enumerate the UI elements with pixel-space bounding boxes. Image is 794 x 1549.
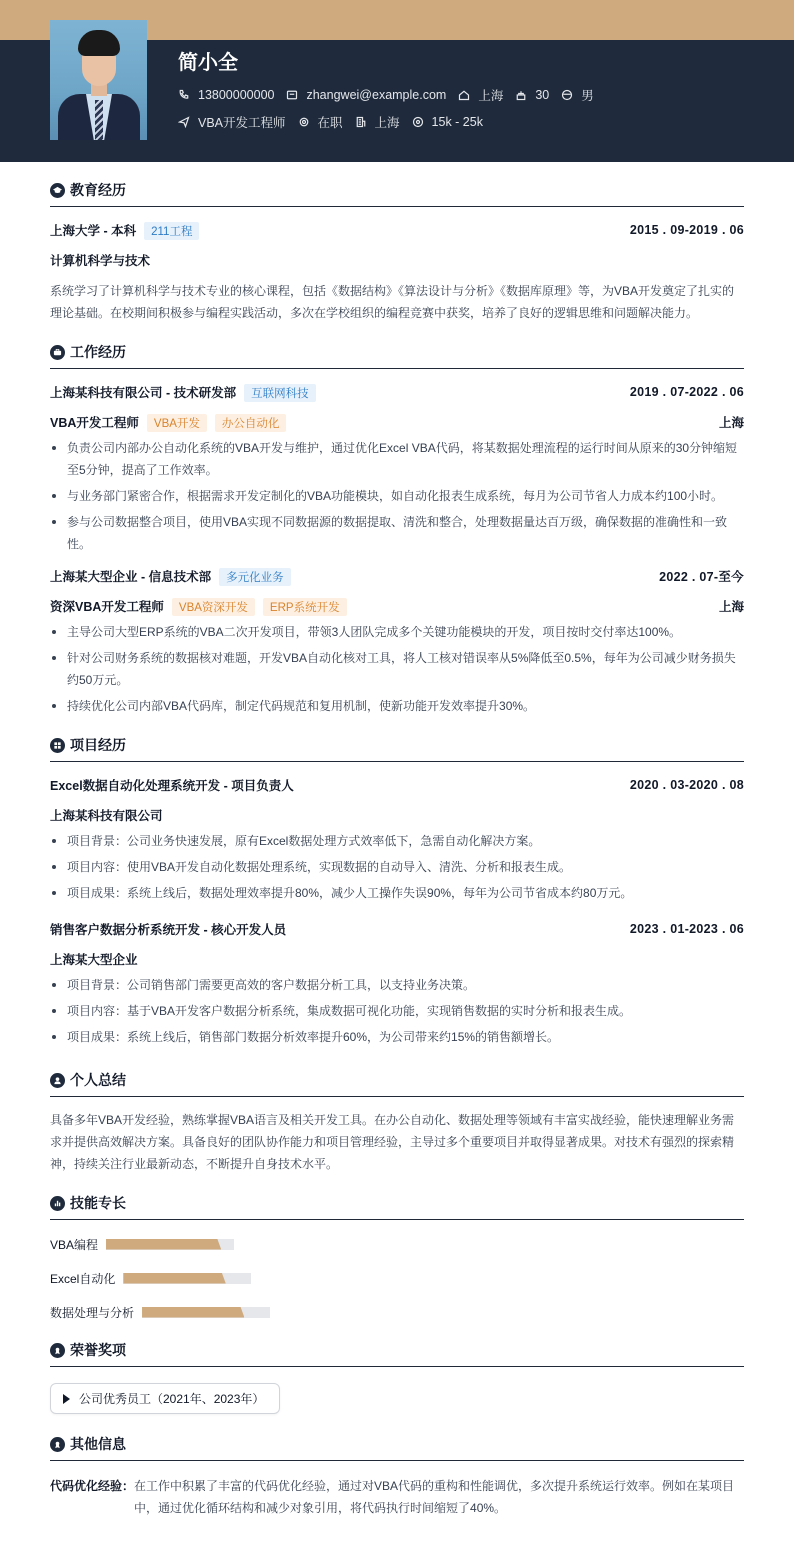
age-item (515, 88, 549, 102)
major: 计算机科学与技术 (50, 254, 151, 268)
other-item (50, 1475, 744, 1519)
job-position-row (50, 597, 744, 615)
send-icon (178, 116, 190, 128)
status-icon (298, 116, 310, 128)
education-section (50, 180, 744, 324)
salary-item (412, 115, 483, 129)
profile-header (0, 40, 794, 162)
industry-tag: 互联网科技 (244, 384, 316, 402)
list-item: 项目背景：公司业务快速发展，原有Excel数据处理方式效率低下，急需自动化解决方案。 (50, 830, 744, 852)
status-item (298, 113, 343, 131)
school-name: 上海大学 - 本科 (50, 223, 137, 238)
project-date: 2020 . 03-2020 . 08 (629, 778, 744, 792)
skill-progress-bar (142, 1307, 270, 1318)
job-location: 上海 (718, 416, 744, 430)
gender-icon (561, 89, 573, 101)
candidate-name: 简小全 (178, 52, 238, 74)
list-item: 与业务部门紧密合作，根据需求开发定制化的VBA功能模块，如自动化报表生成系统，每月为公司节省人力成本约100小时。 (50, 485, 744, 507)
school-tag: 211工程 (144, 222, 199, 240)
home-icon (458, 89, 470, 101)
job-date: 2022 . 07-至今 (659, 570, 744, 584)
education-date: 2015 . 09-2019 . 06 (629, 223, 744, 237)
company-name: 上海某大型企业 - 信息技术部 (50, 569, 212, 584)
skill-tag: ERP系统开发 (263, 598, 347, 616)
skill-progress-bar (123, 1273, 251, 1284)
project-date: 2023 . 01-2023 . 06 (629, 922, 744, 936)
salary-icon (412, 116, 424, 128)
awards-section (50, 1340, 744, 1414)
projects-section (50, 735, 744, 1048)
salary-text: 15k - 25k (431, 115, 483, 129)
email-text: zhangwei@example.com (306, 88, 447, 102)
grid-icon (50, 738, 65, 753)
skill-item (50, 1234, 403, 1254)
industry-tag: 多元化业务 (219, 568, 291, 586)
user-icon (50, 1073, 65, 1088)
age-icon (515, 89, 527, 101)
work-city-text: 上海 (374, 116, 400, 130)
section-heading: 项目经历 (50, 735, 744, 762)
skills-list (50, 1234, 744, 1336)
project-entry (50, 776, 744, 904)
project-name: Excel数据自动化处理系统开发 - 项目负责人 (50, 779, 294, 793)
job-header (50, 567, 744, 585)
list-item: 项目背景：公司销售部门需要更高效的客户数据分析工具，以支持业务决策。 (50, 974, 744, 996)
award-item[interactable] (50, 1383, 280, 1414)
graduation-cap-icon (50, 183, 65, 198)
bar-chart-icon (50, 1196, 65, 1211)
avatar-photo (50, 20, 147, 140)
phone-icon (178, 89, 190, 101)
section-heading: 技能专长 (50, 1193, 744, 1220)
project-company: 上海某科技有限公司 (50, 809, 163, 823)
job-duties (50, 437, 744, 555)
position-title: VBA开发工程师 (50, 415, 139, 430)
resume-body (0, 180, 794, 1519)
skills-section (50, 1193, 744, 1336)
education-description: 系统学习了计算机科学与技术专业的核心课程，包括《数据结构》《算法设计与分析》《数据库原理》等，为VBA开发奠定了扎实的理论基础。在校期间积极参与编程实践活动，多次在学校组织的编程竞赛中获奖，培养了良好的逻辑思维和问题解决能力。 (50, 284, 735, 320)
job-header (50, 383, 744, 401)
info-icon (50, 1437, 65, 1452)
skill-item (50, 1268, 403, 1288)
award-text: 公司优秀员工（2021年、2023年） (79, 1392, 265, 1406)
summary-section (50, 1070, 744, 1175)
gender-text: 男 (581, 89, 594, 103)
section-heading: 教育经历 (50, 180, 744, 207)
position-text: VBA开发工程师 (198, 116, 286, 130)
education-entry-header (50, 221, 744, 239)
gender-item (561, 86, 594, 104)
job-location: 上海 (718, 600, 744, 614)
skill-tag: VBA资深开发 (172, 598, 255, 616)
work-section (50, 342, 744, 717)
building-icon (355, 116, 367, 128)
status-text: 在职 (317, 116, 343, 130)
list-item: 负责公司内部办公自动化系统的VBA开发与维护，通过优化Excel VBA代码，将某数据处理流程的运行时间从原来的30分钟缩短至5分钟，提高了工作效率。 (50, 437, 744, 481)
age-text: 30 (535, 88, 550, 102)
other-item-label: 代码优化经验： (50, 1479, 135, 1493)
city-text: 上海 (478, 89, 504, 103)
expand-triangle-icon (63, 1394, 70, 1404)
project-name: 销售客户数据分析系统开发 - 核心开发人员 (50, 923, 287, 937)
list-item: 持续优化公司内部VBA代码库，制定代码规范和复用机制，使新功能开发效率提升30%。 (50, 695, 744, 717)
list-item: 项目内容：使用VBA开发自动化数据处理系统，实现数据的自动导入、清洗、分析和报表生成。 (50, 856, 744, 878)
list-item: 项目成果：系统上线后，数据处理效率提升80%，减少人工操作失误90%，每年为公司节省成本约80万元。 (50, 882, 744, 904)
job-entry (50, 567, 744, 717)
section-heading: 工作经历 (50, 342, 744, 369)
project-details (50, 830, 744, 904)
award-icon (50, 1343, 65, 1358)
city-item (458, 86, 503, 104)
project-details (50, 974, 744, 1048)
skill-tag: 办公自动化 (215, 414, 287, 432)
company-name: 上海某科技有限公司 - 技术研发部 (50, 385, 237, 400)
list-item: 项目成果：系统上线后，销售部门数据分析效率提升60%，为公司带来约15%的销售额增长。 (50, 1026, 744, 1048)
email-item (286, 88, 446, 102)
list-item: 针对公司财务系统的数据核对难题，开发VBA自动化核对工具，将人工核对错误率从5%降低至0.5%，每年为公司减少财务损失约50万元。 (50, 647, 744, 691)
section-heading: 个人总结 (50, 1070, 744, 1097)
briefcase-icon (50, 345, 65, 360)
list-item: 参与公司数据整合项目，使用VBA实现不同数据源的数据提取、清洗和整合，处理数据量达百万级，确保数据的准确性和一致性。 (50, 511, 744, 555)
list-item: 项目内容：基于VBA开发客户数据分析系统，集成数据可视化功能，实现销售数据的实时分析和报表生成。 (50, 1000, 744, 1022)
section-heading: 其他信息 (50, 1434, 744, 1461)
phone-text: 13800000000 (198, 88, 275, 102)
job-date: 2019 . 07-2022 . 06 (629, 385, 744, 399)
job-position-row (50, 413, 744, 431)
mail-icon (286, 89, 298, 101)
skill-tag: VBA开发 (147, 414, 207, 432)
project-header (50, 920, 744, 938)
position-item (178, 113, 286, 131)
position-title: 资深VBA开发工程师 (50, 599, 164, 614)
job-entry (50, 383, 744, 555)
summary-text: 具备多年VBA开发经验，熟练掌握VBA语言及相关开发工具。在办公自动化、数据处理等领域有丰富实战经验，能快速理解业务需求并提供高效解决方案。具备良好的团队协作能力和项目管理经验，主导过多个重要项目并取得显著成果。对技术有强烈的探索精神，持续关注行业最新动态，不断提升自身技术水平。 (50, 1113, 735, 1171)
skill-label: 数据处理与分析 (50, 1305, 135, 1320)
skill-progress-bar (106, 1239, 234, 1250)
job-intent-row (178, 113, 495, 131)
project-entry (50, 920, 744, 1048)
work-city-item (355, 113, 400, 131)
project-company: 上海某大型企业 (50, 953, 138, 967)
section-heading: 荣誉奖项 (50, 1340, 744, 1367)
skill-item (50, 1302, 403, 1322)
job-duties (50, 621, 744, 717)
list-item: 主导公司大型ERP系统的VBA二次开发项目，带领3人团队完成多个关键功能模块的开发，项目按时交付率达100%。 (50, 621, 744, 643)
skill-label: VBA编程 (50, 1237, 99, 1252)
other-item-text: 在工作中积累了丰富的代码优化经验，通过对VBA代码的重构和性能调优，多次提升系统运行效率。例如在某项目中，通过优化循环结构和减少对象引用，将代码执行时间缩短了40%。 (134, 1479, 735, 1515)
skill-label: Excel自动化 (50, 1271, 116, 1286)
phone-item (178, 88, 274, 102)
other-section (50, 1434, 744, 1519)
contact-row (178, 86, 606, 104)
project-header (50, 776, 744, 794)
